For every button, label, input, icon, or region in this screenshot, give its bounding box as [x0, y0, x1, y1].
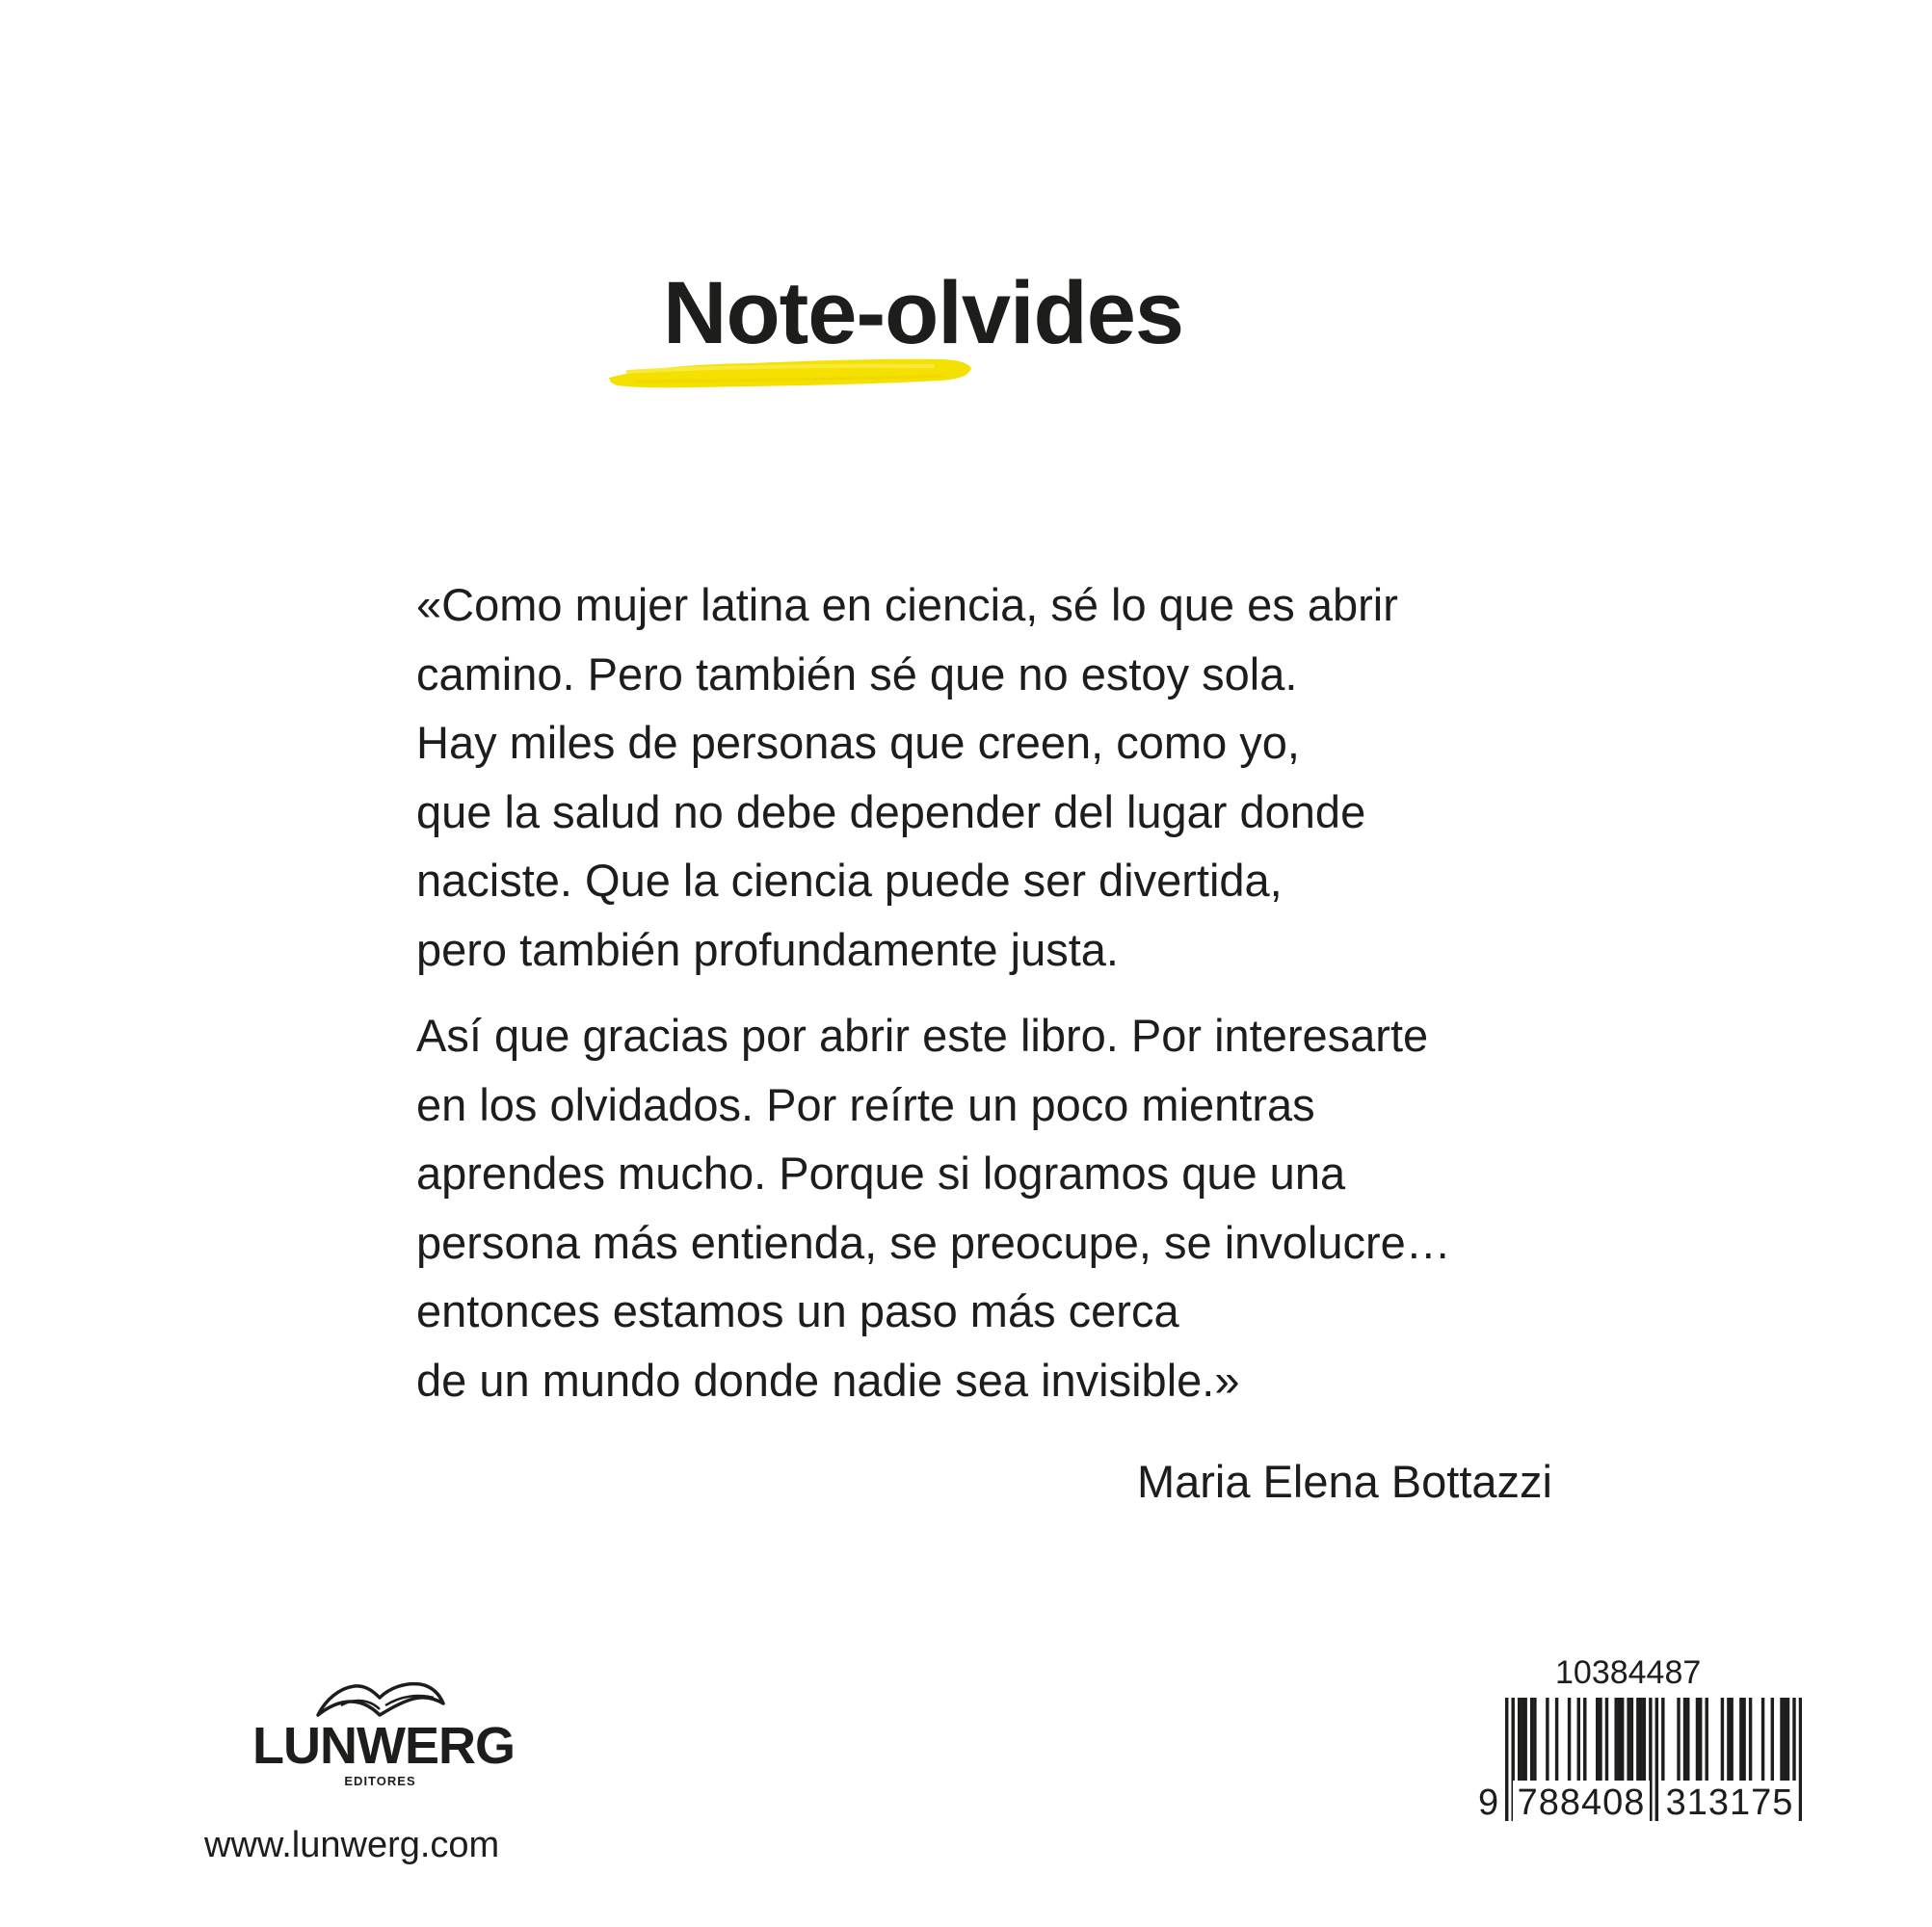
barcode-bar [1546, 1698, 1548, 1790]
barcode-bar [1605, 1698, 1608, 1790]
barcode-bar [1555, 1698, 1558, 1790]
barcode-bar [1618, 1698, 1621, 1790]
barcode-bar [1583, 1698, 1586, 1790]
barcode-bar [1780, 1698, 1783, 1790]
barcode-bar [1721, 1698, 1724, 1790]
page-title: Note-olvides [663, 264, 1184, 362]
publisher-name: LUNWERG [252, 1717, 515, 1775]
quote-line: entonces estamos un paso más cerca [416, 1285, 1179, 1336]
quote-line: de un mundo donde nadie sea invisible.» [416, 1354, 1240, 1406]
quote-line: naciste. Que la ciencia puede ser divertida, [416, 855, 1283, 906]
barcode-bar [1699, 1698, 1702, 1790]
barcode-bar [1749, 1698, 1752, 1790]
barcode-bar [1784, 1698, 1786, 1790]
quote-line: pero también profundamente justa. [416, 923, 1119, 975]
barcode-bar [1530, 1698, 1533, 1790]
barcode-left-group: 788408 [1513, 1781, 1650, 1825]
barcode-bar [1523, 1698, 1526, 1790]
quote-line: camino. Pero también sé que no estoy sola. [416, 647, 1298, 700]
barcode-bar [1683, 1698, 1686, 1790]
barcode-bar [1621, 1698, 1624, 1790]
barcode-bar [1686, 1698, 1689, 1790]
quote-line: que la salud no debe depender del lugar donde [416, 785, 1366, 837]
barcode-bar [1771, 1698, 1774, 1790]
barcode-bar [1596, 1698, 1599, 1790]
publisher-subtitle: EDITORES [344, 1774, 416, 1788]
barcode-right-group: 313175 [1661, 1781, 1798, 1825]
barcode-bar [1577, 1698, 1580, 1790]
barcode-bar [1742, 1698, 1745, 1790]
barcode-bar [1661, 1698, 1664, 1790]
barcode-bar [1518, 1698, 1521, 1790]
barcode-bar [1739, 1698, 1742, 1790]
barcode-digits [1478, 1781, 1806, 1825]
barcode-bar [1727, 1698, 1730, 1790]
barcode-bar [1786, 1698, 1789, 1790]
quote-line: persona más entienda, se preocupe, se involucre… [416, 1216, 1451, 1268]
title-block [607, 260, 1301, 414]
barcode-bar [1636, 1698, 1639, 1790]
quote-line: Hay miles de personas que creen, como yo, [416, 717, 1300, 768]
barcode-bar [1614, 1698, 1617, 1790]
barcode-bar [1599, 1698, 1601, 1790]
quote-paragraph-2 [416, 1001, 1650, 1414]
barcode-bar [1630, 1698, 1633, 1790]
barcode-bar [1533, 1698, 1536, 1790]
barcode-lead-digit: 9 [1478, 1782, 1499, 1823]
barcode-bar [1730, 1698, 1733, 1790]
bird-wing-icon [312, 1676, 447, 1721]
barcode-bar [1643, 1698, 1646, 1790]
barcode-bar [1639, 1698, 1642, 1790]
barcode-bar [1761, 1698, 1764, 1790]
quote-paragraph-1 [416, 570, 1650, 984]
quote-line: Así que gracias por abrir este libro. Por interesarte [416, 1010, 1429, 1061]
quote-block [416, 570, 1650, 1414]
barcode-top-code: 10384487 [1555, 1654, 1702, 1691]
barcode-bar [1696, 1698, 1699, 1790]
barcode-bar [1568, 1698, 1571, 1790]
quote-author: Maria Elena Bottazzi [1136, 1456, 1552, 1507]
quote-line: aprendes mucho. Porque si logramos que una [416, 1148, 1346, 1199]
barcode-bar [1521, 1698, 1523, 1790]
barcode-bar [1705, 1698, 1707, 1790]
publisher-logo [252, 1676, 515, 1792]
quote-line: en los olvidados. Por reírte un poco mientras [416, 1078, 1315, 1130]
publisher-website: www.lunwerg.com [204, 1825, 500, 1865]
barcode-bar [1677, 1698, 1680, 1790]
barcode-bar [1627, 1698, 1629, 1790]
quote-line: «Como mujer latina en ciencia, sé lo que es abrir [416, 579, 1398, 630]
